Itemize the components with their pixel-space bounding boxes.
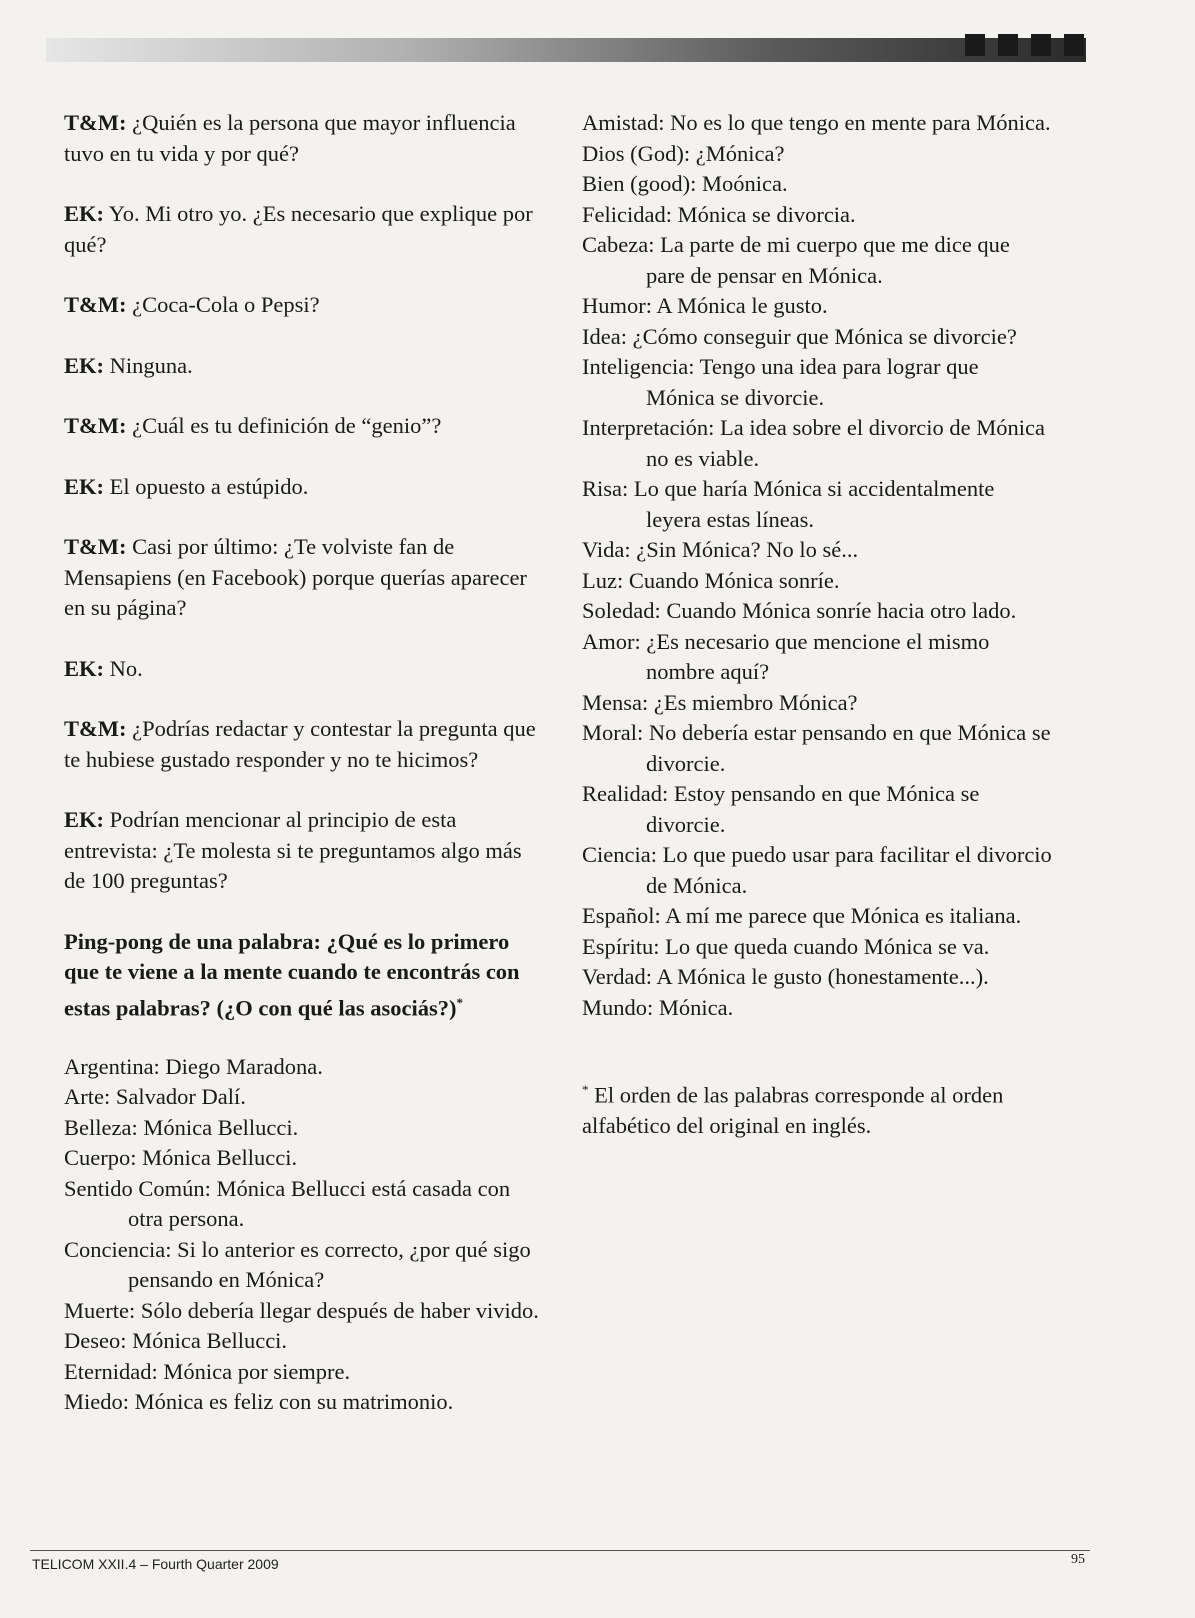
qa-text: Yo. Mi otro yo. ¿Es necesario que explique por qué? bbox=[64, 201, 533, 257]
word-entry: Deseo: Mónica Bellucci. bbox=[64, 1328, 288, 1353]
speaker-label: EK: bbox=[64, 352, 105, 378]
qa-text: El opuesto a estúpido. bbox=[104, 473, 309, 499]
qa-paragraph bbox=[64, 290, 544, 321]
word-entry: Argentina: Diego Maradona. bbox=[64, 1053, 323, 1079]
qa-paragraph bbox=[64, 532, 544, 624]
qa-text: Casi por último: ¿Te volviste fan de Mensapiens (en Facebook) porque querías aparecer en su página? bbox=[64, 534, 527, 620]
right-column bbox=[582, 108, 1052, 1164]
word-entry: Muerte: Sólo debería llegar después de haber vivido. bbox=[64, 1297, 539, 1323]
word-entry: Inteligencia: Tengo una idea para lograr que Mónica se divorcie. bbox=[582, 354, 979, 410]
word-entry: Espíritu: Lo que queda cuando Mónica se va. bbox=[582, 933, 990, 959]
word-entry: Dios (God): ¿Mónica? bbox=[582, 140, 785, 166]
word-entry: Cabeza: La parte de mi cuerpo que me dice que pare de pensar en Mónica. bbox=[582, 232, 1010, 288]
word-entry: Realidad: Estoy pensando en que Mónica se divorcie. bbox=[582, 781, 980, 837]
header-decoration bbox=[965, 34, 1084, 56]
word-entry: Miedo: Mónica es feliz con su matrimonio. bbox=[64, 1389, 454, 1414]
word-entry: Conciencia: Si lo anterior es correcto, ¿por qué sigo pensando en Mónica? bbox=[64, 1236, 531, 1292]
header-block bbox=[1064, 34, 1084, 56]
speaker-label: EK: bbox=[64, 473, 105, 499]
qa-paragraph bbox=[64, 411, 544, 442]
word-entry: Soledad: Cuando Mónica sonríe hacia otro lado. bbox=[582, 598, 1017, 623]
header-block bbox=[998, 34, 1018, 56]
footnote-marker: * bbox=[582, 1082, 589, 1097]
qa-paragraph bbox=[64, 805, 544, 897]
qa-text: ¿Podrías redactar y contestar la pregunta que te hubiese gustado responder y no te hicimos? bbox=[64, 716, 536, 772]
footnote-text: El orden de las palabras corresponde al orden alfabético del original en inglés. bbox=[582, 1082, 1004, 1138]
word-list-right bbox=[582, 108, 1052, 1023]
word-entry: Ciencia: Lo que puedo usar para facilitar el divorcio de Mónica. bbox=[582, 842, 1052, 898]
speaker-label: T&M: bbox=[64, 716, 127, 741]
qa-text: ¿Coca-Cola o Pepsi? bbox=[126, 292, 320, 317]
word-entry: Belleza: Mónica Bellucci. bbox=[64, 1114, 299, 1140]
word-entry: Moral: No debería estar pensando en que Mónica se divorcie. bbox=[582, 720, 1051, 776]
word-entry: Arte: Salvador Dalí. bbox=[64, 1084, 246, 1109]
header-block bbox=[1031, 34, 1051, 56]
word-entry: Vida: ¿Sin Mónica? No lo sé... bbox=[582, 537, 859, 562]
speaker-label: T&M: bbox=[64, 413, 127, 438]
qa-paragraph bbox=[64, 472, 544, 503]
word-entry: Verdad: A Mónica le gusto (honestamente...). bbox=[582, 964, 989, 989]
word-entry: Interpretación: La idea sobre el divorcio de Mónica no es viable. bbox=[582, 415, 1045, 471]
qa-paragraph bbox=[64, 199, 544, 260]
word-entry: Amor: ¿Es necesario que mencione el mismo nombre aquí? bbox=[582, 628, 990, 684]
word-entry: Amistad: No es lo que tengo en mente para Mónica. bbox=[582, 110, 1051, 135]
word-entry: Felicidad: Mónica se divorcia. bbox=[582, 201, 856, 227]
interview-qa bbox=[64, 108, 544, 897]
speaker-label: T&M: bbox=[64, 534, 127, 559]
qa-paragraph bbox=[64, 714, 544, 775]
qa-text: ¿Quién es la persona que mayor influencia tuvo en tu vida y por qué? bbox=[64, 110, 516, 166]
word-entry: Español: A mí me parece que Mónica es italiana. bbox=[582, 903, 1022, 928]
pingpong-heading bbox=[64, 927, 544, 1024]
qa-text: No. bbox=[104, 655, 143, 681]
word-entry: Mensa: ¿Es miembro Mónica? bbox=[582, 689, 858, 715]
word-entry: Eternidad: Mónica por siempre. bbox=[64, 1358, 351, 1384]
footnote-marker: * bbox=[456, 994, 464, 1010]
footer-journal: TELICOM XXII.4 – Fourth Quarter 2009 bbox=[32, 1556, 279, 1572]
word-entry: Mundo: Mónica. bbox=[582, 994, 734, 1020]
qa-text: Podrían mencionar al principio de esta entrevista: ¿Te molesta si te preguntamos algo más de 100 preguntas? bbox=[64, 807, 522, 893]
word-entry: Risa: Lo que haría Mónica si accidentalmente leyera estas líneas. bbox=[582, 476, 995, 532]
footer-rule bbox=[30, 1550, 1090, 1551]
speaker-label: T&M: bbox=[64, 292, 127, 317]
speaker-label: T&M: bbox=[64, 110, 127, 135]
qa-paragraph bbox=[64, 351, 544, 382]
header-bar bbox=[46, 38, 1086, 62]
word-entry: Sentido Común: Mónica Bellucci está casada con otra persona. bbox=[64, 1175, 511, 1231]
qa-paragraph bbox=[64, 108, 544, 169]
pingpong-heading-text: Ping-pong de una palabra: ¿Qué es lo primero que te viene a la mente cuando te encontrás con estas palabras? (¿O con qué las asociás?) bbox=[64, 928, 520, 1020]
word-entry: Cuerpo: Mónica Bellucci. bbox=[64, 1145, 298, 1170]
left-column bbox=[64, 108, 544, 1418]
header-block bbox=[965, 34, 985, 56]
qa-text: ¿Cuál es tu definición de “genio”? bbox=[126, 413, 442, 438]
page-number: 95 bbox=[1071, 1552, 1085, 1567]
word-entry: Idea: ¿Cómo conseguir que Mónica se divorcie? bbox=[582, 323, 1017, 349]
qa-paragraph bbox=[64, 654, 544, 685]
word-entry: Luz: Cuando Mónica sonríe. bbox=[582, 567, 840, 593]
word-entry: Bien (good): Moónica. bbox=[582, 171, 788, 196]
speaker-label: EK: bbox=[64, 807, 105, 832]
word-list-left bbox=[64, 1052, 544, 1418]
qa-text: Ninguna. bbox=[104, 352, 193, 378]
speaker-label: EK: bbox=[64, 201, 105, 226]
word-entry: Humor: A Mónica le gusto. bbox=[582, 293, 828, 318]
speaker-label: EK: bbox=[64, 655, 105, 681]
footnote bbox=[582, 1075, 1052, 1142]
